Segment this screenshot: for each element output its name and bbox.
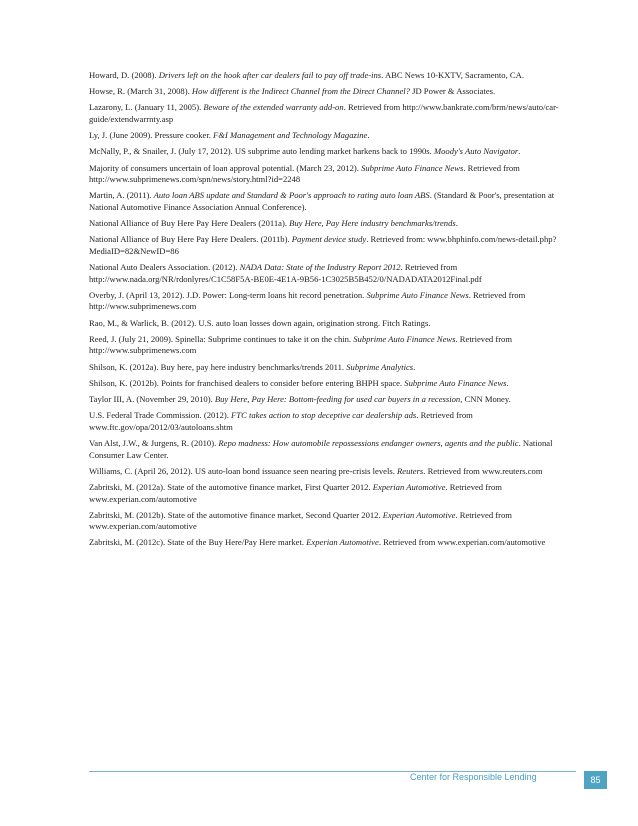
reference-entry: Lazarony, L. (January 11, 2005). Beware of the extended warranty add-on. Retrieved from http://www.bankrate.com/brm/news/auto/car-guide/extendwarrnty.asp: [89, 102, 559, 124]
reference-entry: Zabritski, M. (2012a). State of the automotive finance market, First Quarter 2012. Experian Automotive. Retrieved from www.experian.com/automotive: [89, 481, 502, 504]
reference-entry: Howard, D. (2008). Drivers left on the hook after car dealers fail to pay off trade-ins. ABC News 10-KXTV, Sacramento, CA.: [89, 70, 524, 80]
reference-entry: Overby, J. (April 13, 2012). J.D. Power: Long-term loans hit record penetration. Subprime Auto Finance News. Retrieved from http://www.subprimenews.com: [89, 289, 526, 312]
reference-entry: Majority of consumers uncertain of loan approval potential. (March 23, 2012). Subprime Auto Finance News. Retrieved from http://www.subprimenews.com/spn/news/story.html?id=2248: [89, 162, 520, 185]
reference-entry: Shilson, K. (2012b). Points for franchised dealers to consider before entering BHPH space. Subprime Auto Finance News.: [89, 377, 509, 388]
reference-entry: U.S. Federal Trade Commission. (2012). FTC takes action to stop deceptive car dealership ads. Retrieved from www.ftc.gov/opa/2012/03/autoloans.shtm: [89, 410, 473, 432]
footer-org-name: Center for Responsible Lending: [410, 772, 537, 782]
reference-entry: Martin, A. (2011). Auto loan ABS update and Standard & Poor's approach to rating auto loan ABS. (Standard & Poor's, presentation at National Automotive Finance Association Annual Conference).: [89, 190, 555, 212]
reference-entry: Williams, C. (April 26, 2012). US auto-loan bond issuance seen nearing pre-crisis levels. Reuters. Retrieved from www.reuters.com: [89, 465, 543, 476]
reference-entry: National Auto Dealers Association. (2012). NADA Data: State of the Industry Report 2012. Retrieved from http://www.nada.org/NR/rdonlyres/C1C58F5A-BE0E-4E1A-9B56-1C3025B5B452/0/NADADATA2012Final.pdf: [89, 262, 482, 284]
reference-entry: Taylor III, A. (November 29, 2010). Buy Here, Pay Here: Bottom-feeding for used car buyers in a recession, CNN Money.: [89, 393, 511, 404]
reference-entry: Shilson, K. (2012a). Buy here, pay here industry benchmarks/trends 2011. Subprime Analytics.: [89, 361, 416, 372]
reference-entry: Rao, M., & Warlick, B. (2012). U.S. auto loan losses down again, origination strong. Fitch Ratings.: [89, 317, 431, 328]
reference-entry: Zabritski, M. (2012c). State of the Buy Here/Pay Here market. Experian Automotive. Retrieved from www.experian.com/automotive: [89, 537, 546, 548]
reference-entry: Van Alst, J.W., & Jurgens, R. (2010). Repo madness: How automobile repossessions endanger owners, agents and the public. National Consumer Law Center.: [89, 437, 553, 460]
reference-entry: National Alliance of Buy Here Pay Here Dealers. (2011b). Payment device study. Retrieved from: www.bhphinfo.com/news-detail.php?MediaID=82&NewID=86: [89, 234, 557, 256]
page-number: 85: [584, 771, 607, 789]
reference-entry: Zabritski, M. (2012b). State of the automotive finance market, Second Quarter 2012. Experian Automotive. Retrieved from www.experian.com/automotive: [89, 509, 512, 532]
reference-entry: Howse, R. (March 31, 2008). How different is the Indirect Channel from the Direct Channel? JD Power & Associates.: [89, 86, 496, 97]
reference-list: [89, 70, 567, 554]
reference-entry: Reed, J. (July 21, 2009). Spinella: Subprime continues to take it on the chin. Subprime Auto Finance News. Retrieved from http://www.subprimenews.com: [89, 333, 513, 356]
reference-entry: McNally, P., & Snailer, J. (July 17, 2012). US subprime auto lending market harkens back to 1990s. Moody's Auto Navigator.: [89, 146, 521, 157]
reference-entry: Ly, J. (June 2009). Pressure cooker. F&I Management and Technology Magazine.: [89, 130, 370, 141]
reference-entry: National Alliance of Buy Here Pay Here Dealers (2011a). Buy Here, Pay Here industry benchmarks/trends.: [89, 218, 458, 229]
